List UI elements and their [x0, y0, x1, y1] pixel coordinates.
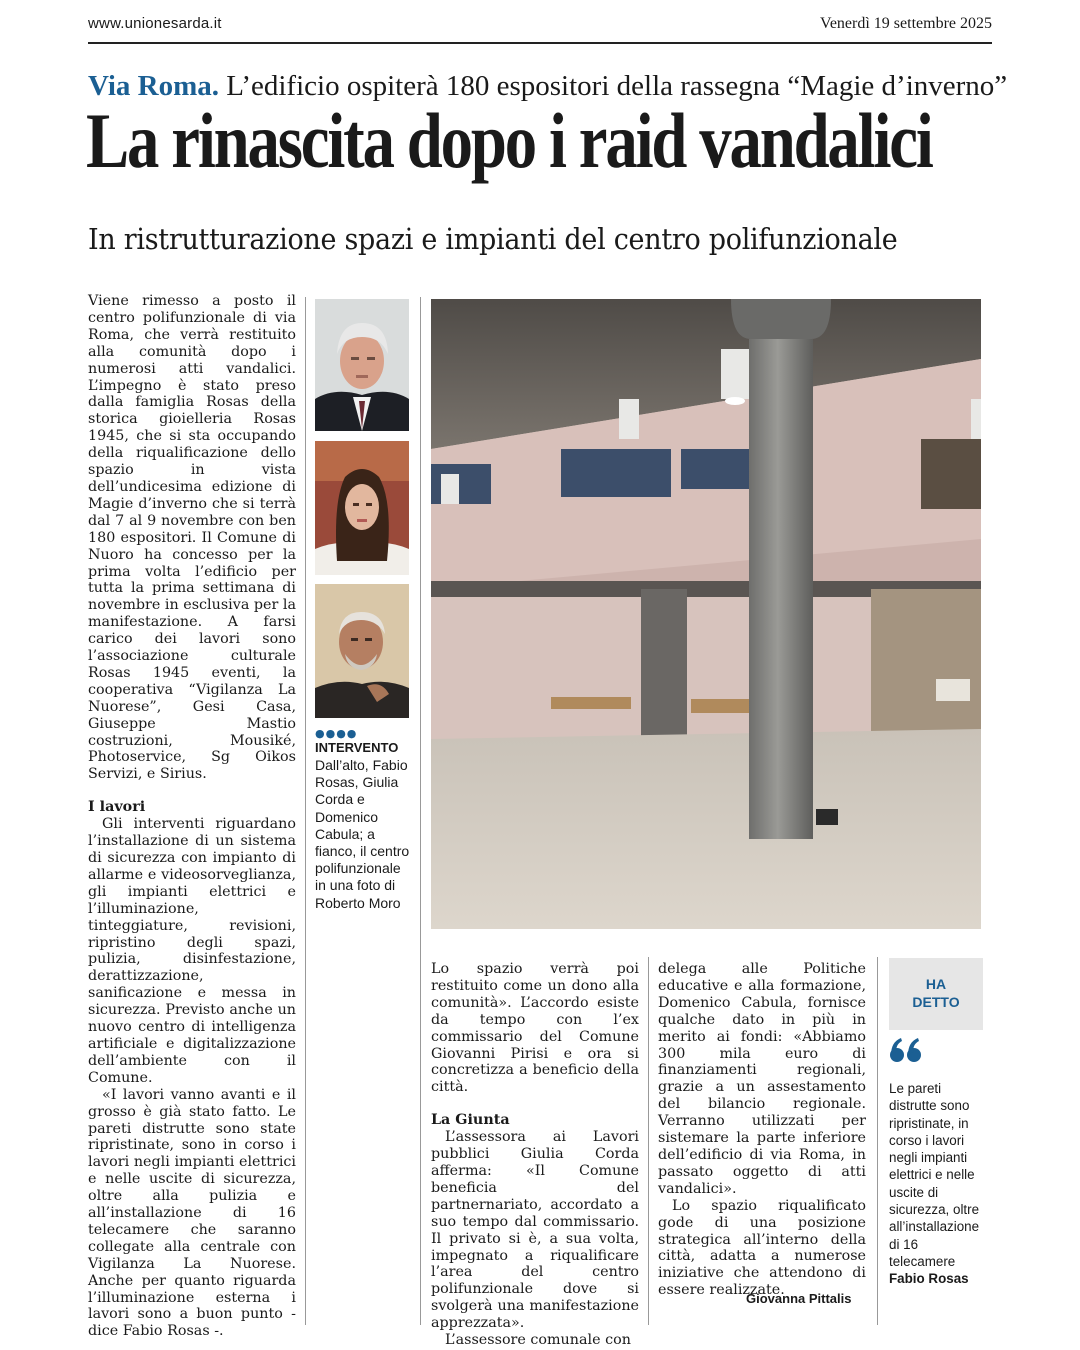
ha-detto-box [889, 958, 983, 1030]
ha-detto-title: HA [925, 976, 947, 992]
section-title-lavori: I lavori [88, 799, 146, 816]
caption-dots-icon: ●●●● [315, 727, 358, 740]
site-url: www.unionesarda.it [88, 15, 222, 32]
portrait-domenico-cabula [315, 584, 409, 718]
article-column-2 [431, 961, 639, 1349]
column-divider [877, 957, 878, 1325]
byline: Giovanna Pittalis [746, 1291, 852, 1306]
main-photo-centro-polifunzionale [431, 299, 981, 929]
kicker-location: Via Roma. [88, 70, 220, 102]
column-divider [305, 297, 306, 1325]
section-title-giunta: La Giunta [431, 1112, 510, 1129]
header-rule [88, 42, 992, 44]
column-divider [420, 297, 421, 1325]
subheadline: In ristrutturazione spazi e impianti del centro polifunzionale [88, 222, 898, 256]
column-divider [648, 957, 649, 1325]
paragraph: Lo spazio verrà poi restituito come un dono alla comunità». L’accordo esiste da tempo con l’ex commissario del Comune Giovanni Pirisi e ora si concretizza a beneficio della città. [431, 961, 639, 1096]
headline: La rinascita dopo i raid vandalici [86, 97, 932, 184]
ha-detto-title: DETTO [912, 994, 960, 1010]
paragraph: «I lavori vanno avanti e il grosso è già stato fatto. Le pareti distrutte sono state ripristinate, sono in corso i lavori negli impianti elettrici e nelle uscite di sicurezza, oltre alla pulizia e all’installazione di 16 telecamere che saranno collegate alla centrale con Vigilanza La Nuorese. Anche per quanto riguarda l’illuminazione esterna i lavori sono a buon punto - dice Fabio Rosas -. [88, 1086, 296, 1340]
quote-mark-icon [889, 1036, 923, 1068]
paragraph: L’assessore comunale con [445, 1332, 631, 1349]
photo-caption: Dall’alto, Fabio Rosas, Giulia Corda e Domenico Cabula; a fianco, il centro polifunzionale in una foto di Roberto Moro [315, 757, 410, 911]
portrait-fabio-rosas [315, 299, 409, 431]
portrait-giulia-corda [315, 441, 409, 575]
paragraph: Gli interventi riguardano l’installazione di un sistema di sicurezza con impianto di allarme e videosorveglianza, gli impianti elettrici e l’illuminazione, tinteggiature, revisioni, ripristino degli spazi, pulizia, disinfestazione, derattizzazione, sanificazione e messa in sicurezza. Previsto anche un nuovo centro di intelligenza artificiale e digitalizzazione dell’ambiente con il Comune. [88, 816, 296, 1086]
paragraph: Viene rimesso a posto il centro polifunzionale di via Roma, che verrà restituito alla comunità dopo i numerosi atti vandalici. L’impegno è stato preso dalla famiglia Rosas della storica gioielleria Rosas 1945, che si sta occupando della riqualificazione dello spazio in vista dell’undicesima edizione di Magie d’inverno che si terrà dal 7 al 9 novembre con ben 180 espositori. Il Comune di Nuoro ha concesso per la prima volta l’edificio per tutta la prima settimana di novembre in esclusiva per la manifestazione. A farsi carico dei lavori sono l’associazione culturale Rosas 1945 eventi, la cooperativa “Vigilanza La Nuorese”, Gesi Casa, Giuseppe Mastio costruzioni, Mousiké, Photoservice, Sg Oikos Servizi, e Sirius. [88, 293, 296, 783]
paragraph: Lo spazio riqualificato gode di una posizione strategica all’interno della città, adatta a numerose iniziative che attendono di essere realizzate. [658, 1197, 866, 1299]
paragraph: L’assessora ai Lavori pubblici Giulia Corda afferma: «Il Comune beneficia del partnernariato, accordato a suo tempo dal commissario. Il privato si è, a sua volta, impegnato a riqualificare l’area del centro polifunzionale dove si svolgerà una manifestazione apprezzata». [431, 1129, 639, 1332]
paragraph: delega alle Politiche educative e alla formazione, Domenico Cabula, fornisce qualche dato in più in merito ai fondi: «Abbiamo 300 mila euro di finanziamenti regionali, grazie a un assestamento del bilancio regionale. Verranno utilizzati per sistemare la parte inferiore dell’edificio di via Roma, in passato oggetto di atti vandalici». [658, 961, 866, 1197]
caption-label: INTERVENTO [315, 740, 399, 755]
issue-date: Venerdì 19 settembre 2025 [820, 15, 992, 32]
sidebar-quote [889, 1080, 985, 1288]
kicker-text: L’edificio ospiterà 180 espositori della rassegna “Magie d’inverno” [226, 70, 1008, 102]
quote-text: Le pareti distrutte sono ripristinate, in corso i lavori negli impianti elettrici e nelle uscite di sicurezza, oltre all’installazione di 16 telecamere [889, 1081, 980, 1269]
article-column-1 [88, 293, 296, 1340]
article-column-3 [658, 961, 866, 1299]
quote-author: Fabio Rosas [889, 1271, 969, 1287]
